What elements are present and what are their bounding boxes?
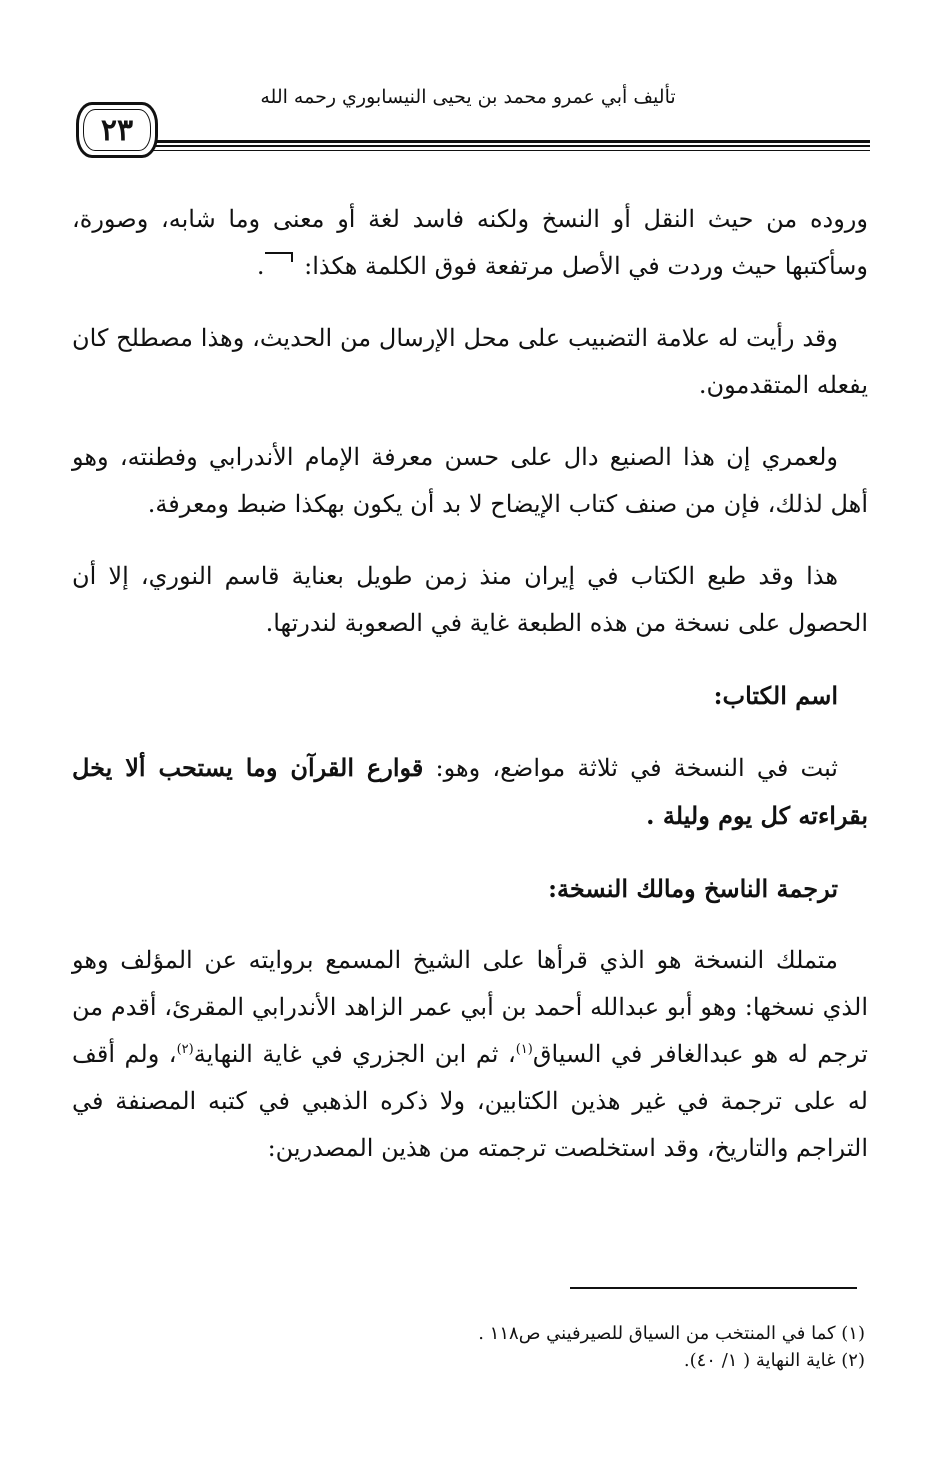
paragraph-1-end: . xyxy=(256,252,265,280)
paragraph-5 xyxy=(72,744,868,840)
paragraph-6-part-c: ، ولم أقف له على ترجمة في غير هذين الكتابين، ولا ذكره الذهبي في كتبه المصنفة في التراجم والتاريخ، وقد استخلصت ترجمته من هذين المصدرين: xyxy=(72,1040,868,1162)
footnote-1: (١) كما في المنتخب من السياق للصيرفيني ص١١٨ . xyxy=(478,1323,865,1344)
header-rule-thick xyxy=(150,140,870,143)
footnote-2: (٢) غاية النهاية ( ١/ ٤٠). xyxy=(683,1350,865,1371)
paragraph-6-part-b: ، ثم ابن الجزري في غاية النهاية xyxy=(193,1040,516,1068)
paragraph-4: هذا وقد طبع الكتاب في إيران منذ زمن طويل بعناية قاسم النوري، إلا أن الحصول على نسخة من هذه الطبعة غاية في الصعوبة لندرتها. xyxy=(72,562,868,637)
paragraph-6-part-a: متملك النسخة هو الذي قرأها على الشيخ المسمع بروايته عن المؤلف وهو الذي نسخها: وهو أبو عبدالله أحمد بن أبي عمر الزاهد الأندرابي المقرئ، أقدم من ترجم له هو عبدالغافر في السياق xyxy=(72,946,868,1068)
paragraph-2: وقد رأيت له علامة التضبيب على محل الإرسال من الحديث، وهذا مصطلح كان يفعله المتقدمون. xyxy=(72,324,868,399)
body-text xyxy=(72,196,868,1197)
book-title-text: قوارع القرآن وما يستحب ألا يخل بقراءته كل يوم وليلة . xyxy=(72,753,868,830)
tadbib-mark-icon xyxy=(265,252,293,262)
page-number: ٢٣ xyxy=(100,113,134,148)
heading-copyist: ترجمة الناسخ ومالك النسخة: xyxy=(548,874,838,903)
paragraph-1 xyxy=(72,196,868,290)
paragraph-6 xyxy=(72,937,868,1172)
footnote-separator xyxy=(570,1287,857,1289)
header-rule-middle xyxy=(150,145,870,147)
page-number-frame xyxy=(76,102,158,158)
footnote-ref-2[interactable]: (٢) xyxy=(176,1042,194,1057)
heading-book-title: اسم الكتاب: xyxy=(713,681,838,710)
footnotes xyxy=(165,1320,865,1374)
footnote-ref-1[interactable]: (١) xyxy=(515,1042,533,1057)
paragraph-1-text: وروده من حيث النقل أو النسخ ولكنه فاسد لغة أو معنى وما شابه، وصورة، وسأكتبها حيث وردت في الأصل مرتفعة فوق الكلمة هكذا: xyxy=(72,205,868,280)
running-title: تأليف أبي عمرو محمد بن يحيى النيسابوري رحمه الله xyxy=(260,86,676,108)
paragraph-5-intro: ثبت في النسخة في ثلاثة مواضع، وهو: xyxy=(435,754,838,782)
paragraph-3: ولعمري إن هذا الصنيع دال على حسن معرفة الإمام الأندرابي وفطنته، وهو أهل لذلك، فإن من صنف كتاب الإيضاح لا بد أن يكون بهكذا ضبط ومعرفة. xyxy=(72,443,868,518)
header-rule-thin xyxy=(150,150,870,151)
